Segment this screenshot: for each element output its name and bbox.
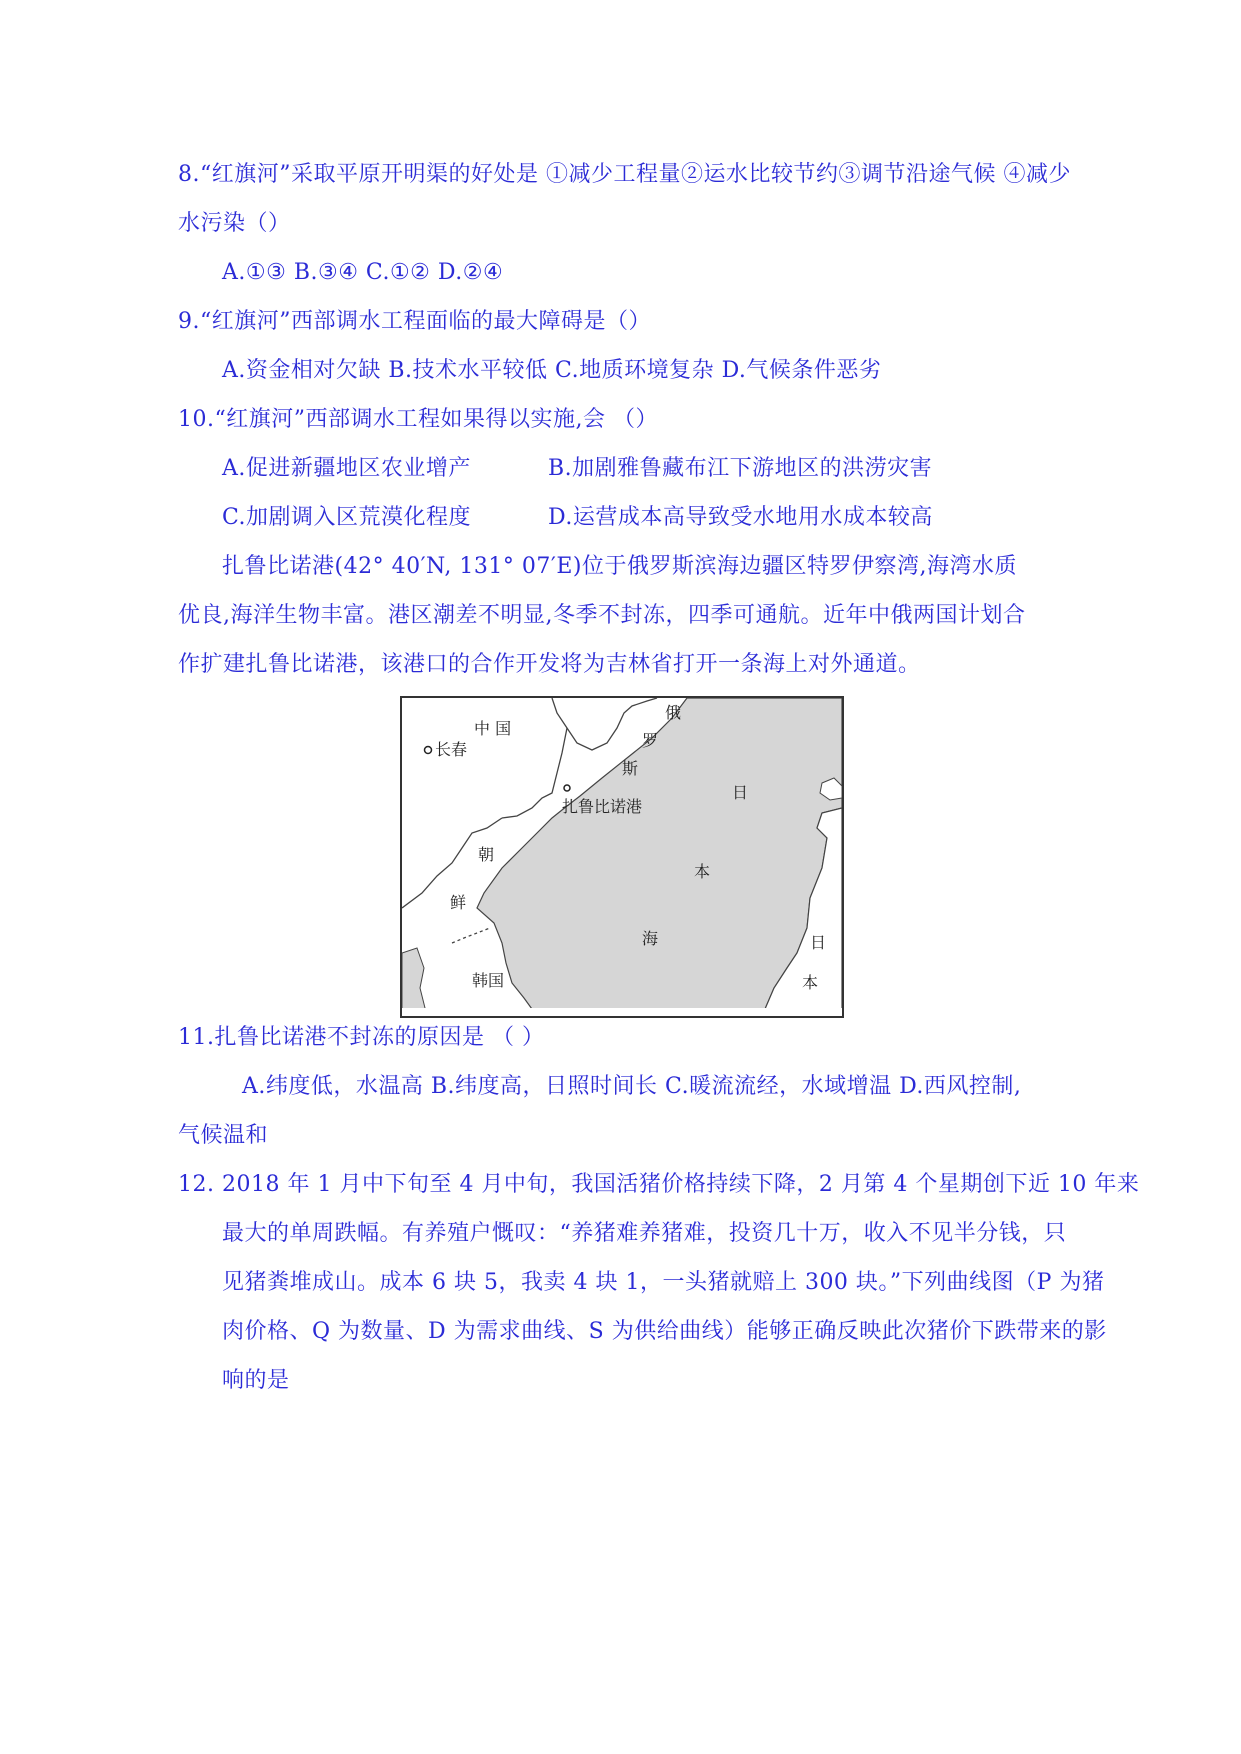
map-label-russia-1: 俄 xyxy=(665,703,682,722)
zarubino-map xyxy=(400,696,844,1018)
q12-line2: 最大的单周跌幅。有养殖户慨叹：“养猪难养猪难，投资几十万，收入不见半分钱，只 xyxy=(222,1221,1067,1246)
map-label-changchun: 长春 xyxy=(435,740,468,759)
q10-stem: 10.“红旗河”西部调水工程如果得以实施,会 （） xyxy=(178,407,658,432)
q9-stem: 9.“红旗河”西部调水工程面临的最大障碍是（） xyxy=(178,309,651,334)
passage-line2: 优良,海洋生物丰富。港区潮差不明显,冬季不封冻，四季可通航。近年中俄两国计划合 xyxy=(178,603,1026,628)
map-label-japan-2: 本 xyxy=(802,973,819,992)
q11-stem: 11.扎鲁比诺港不封冻的原因是 （ ） xyxy=(178,1025,545,1050)
passage-line3: 作扩建扎鲁比诺港，该港口的合作开发将为吉林省打开一条海上对外通道。 xyxy=(178,652,921,677)
q10-option-c: C.加剧调入区荒漠化程度 xyxy=(222,505,472,530)
map-label-russia-2: 罗 xyxy=(642,731,659,750)
q11-options: A.纬度低，水温高 B.纬度高，日照时间长 C.暖流流经，水域增温 D.西风控制, xyxy=(242,1074,1022,1099)
q10-option-d: D.运营成本高导致受水地用水成本较高 xyxy=(548,505,933,530)
map-drawing xyxy=(402,698,842,1016)
map-label-sea-2: 本 xyxy=(694,862,711,881)
q12-line1: 12. 2018 年 1 月中下旬至 4 月中旬，我国活猪价格持续下降，2 月第 4 个星期创下近 10 年来 xyxy=(178,1172,1140,1197)
q10-option-a: A.促进新疆地区农业增产 xyxy=(222,456,471,481)
q11-options-cont: 气候温和 xyxy=(178,1123,269,1148)
q10-option-b: B.加剧雅鲁藏布江下游地区的洪涝灾害 xyxy=(548,456,933,481)
q12-line4: 肉价格、Q 为数量、D 为需求曲线、S 为供给曲线）能够正确反映此次猪价下跌带来的影 xyxy=(222,1319,1107,1344)
map-label-sea-3: 海 xyxy=(642,929,659,948)
map-label-china: 中 国 xyxy=(474,719,512,738)
map-label-korea-1: 朝 xyxy=(478,845,495,864)
map-label-russia-3: 斯 xyxy=(622,759,639,778)
map-label-sea-1: 日 xyxy=(732,783,749,802)
q8-stem-line2: 水污染（） xyxy=(178,211,291,236)
q9-options: A.资金相对欠缺 B.技术水平较低 C.地质环境复杂 D.气候条件恶劣 xyxy=(222,358,882,383)
map-label-port: 扎鲁比诺港 xyxy=(562,797,643,816)
q12-line3: 见猪粪堆成山。成本 6 块 5，我卖 4 块 1，一头猪就赔上 300 块。”下列曲线图（P 为猪 xyxy=(222,1270,1105,1295)
map-label-japan-1: 日 xyxy=(810,933,827,952)
q8-stem-line1: 8.“红旗河”采取平原开明渠的好处是 ①减少工程量②运水比较节约③调节沿途气候 ④减少 xyxy=(178,162,1071,187)
q12-line5: 响的是 xyxy=(222,1368,290,1393)
map-label-south-korea: 韩国 xyxy=(472,971,505,990)
q8-options: A.①③ B.③④ C.①② D.②④ xyxy=(222,260,504,285)
passage-line1: 扎鲁比诺港(42° 40′N, 131° 07′E)位于俄罗斯滨海边疆区特罗伊察湾,海湾水质 xyxy=(222,554,1017,579)
map-label-korea-2: 鲜 xyxy=(450,893,467,912)
